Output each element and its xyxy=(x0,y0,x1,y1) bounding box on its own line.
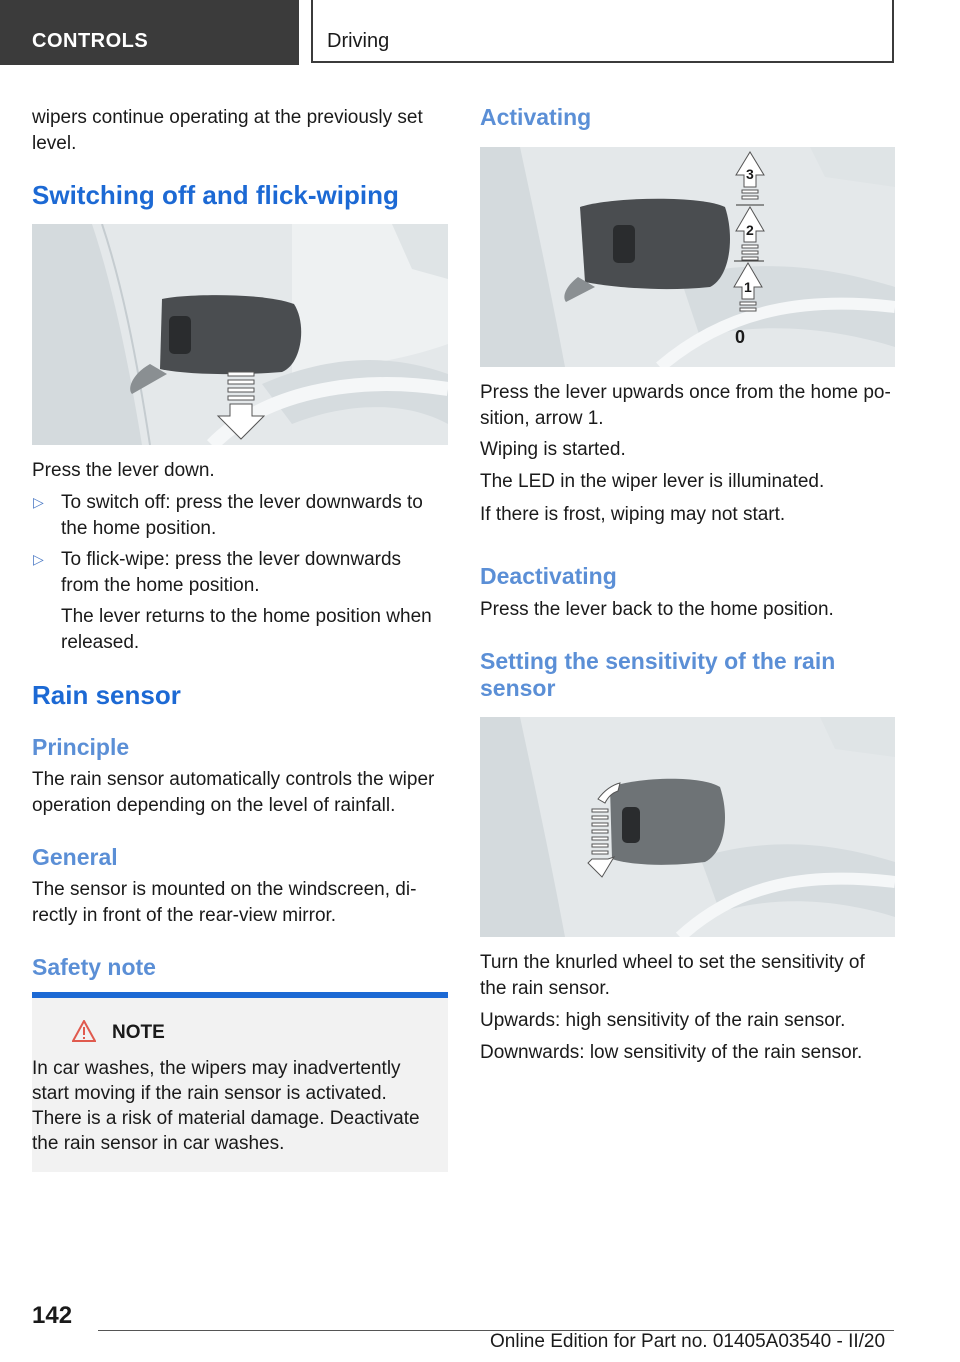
bullet-subtext: released. xyxy=(61,632,140,653)
heading-safety-note: Safety note xyxy=(32,954,156,980)
arrow-label: 1 xyxy=(744,279,752,295)
note-text: start moving if the rain sensor is activated. xyxy=(32,1083,387,1104)
body-text: sition, arrow 1. xyxy=(480,408,604,429)
heading-principle: Principle xyxy=(32,734,130,760)
body-text: The sensor is mounted on the windscreen, di- xyxy=(32,879,417,900)
body-text: Press the lever back to the home position. xyxy=(480,599,834,620)
body-text: rectly in front of the rear-view mirror. xyxy=(32,905,337,926)
bullet-text: from the home position. xyxy=(61,575,260,596)
triangle-right-icon: ▷ xyxy=(33,494,44,510)
heading-rain-sensor: Rain sensor xyxy=(32,680,181,710)
body-text: Turn the knurled wheel to set the sensitivity of xyxy=(480,952,865,973)
intro-text: wipers continue operating at the previously set xyxy=(32,107,423,128)
body-text: Upwards: high sensitivity of the rain sensor. xyxy=(480,1010,846,1031)
bullet-text: To switch off: press the lever downwards to xyxy=(61,492,423,513)
figure-lever-up xyxy=(480,147,895,367)
edition-text: Online Edition for Part no. 01405A03540 - II/20 xyxy=(490,1331,886,1352)
heading-activating: Activating xyxy=(480,104,592,130)
heading-sensitivity: Setting the sensitivity of the rain xyxy=(480,648,836,674)
arrow-label: 3 xyxy=(746,166,754,182)
intro-text: level. xyxy=(32,133,77,154)
note-text: In car washes, the wipers may inadvertently xyxy=(32,1058,401,1079)
note-title: NOTE xyxy=(112,1022,165,1043)
chapter-title: Driving xyxy=(327,30,390,52)
body-text: Press the lever down. xyxy=(32,460,215,481)
heading-general: General xyxy=(32,844,118,870)
note-text: There is a risk of material damage. Deactivate xyxy=(32,1108,420,1129)
heading-switch-off: Switching off and flick-wiping xyxy=(32,180,399,210)
chapter-tab xyxy=(311,0,894,63)
figure-lever-down xyxy=(32,224,448,445)
body-text: If there is frost, wiping may not start. xyxy=(480,504,786,525)
body-text: the rain sensor. xyxy=(480,978,610,999)
bullet-subtext: The lever returns to the home position when xyxy=(61,606,432,627)
note-text: the rain sensor in car washes. xyxy=(32,1133,285,1154)
page-number: 142 xyxy=(32,1302,73,1329)
arrow-label: 2 xyxy=(746,222,754,238)
body-text: The LED in the wiper lever is illuminated. xyxy=(480,471,825,492)
section-title: CONTROLS xyxy=(32,30,149,52)
section-tab xyxy=(0,0,299,65)
note-box xyxy=(32,992,448,1172)
heading-sensitivity: sensor xyxy=(480,675,556,701)
bullet-text: the home position. xyxy=(61,518,217,539)
heading-deactivating: Deactivating xyxy=(480,563,617,589)
body-text: Press the lever upwards once from the home po- xyxy=(480,382,891,403)
body-text: Downwards: low sensitivity of the rain sensor. xyxy=(480,1042,863,1063)
body-text: operation depending on the level of rainfall. xyxy=(32,795,396,816)
figure-knurled-wheel xyxy=(480,717,895,937)
warning-triangle-icon xyxy=(72,1020,96,1042)
bullet-text: To flick-wipe: press the lever downwards xyxy=(61,549,402,570)
triangle-right-icon: ▷ xyxy=(33,551,44,567)
arrow-label: 0 xyxy=(735,327,746,347)
body-text: Wiping is started. xyxy=(480,439,626,460)
body-text: The rain sensor automatically controls the wiper xyxy=(32,769,435,790)
